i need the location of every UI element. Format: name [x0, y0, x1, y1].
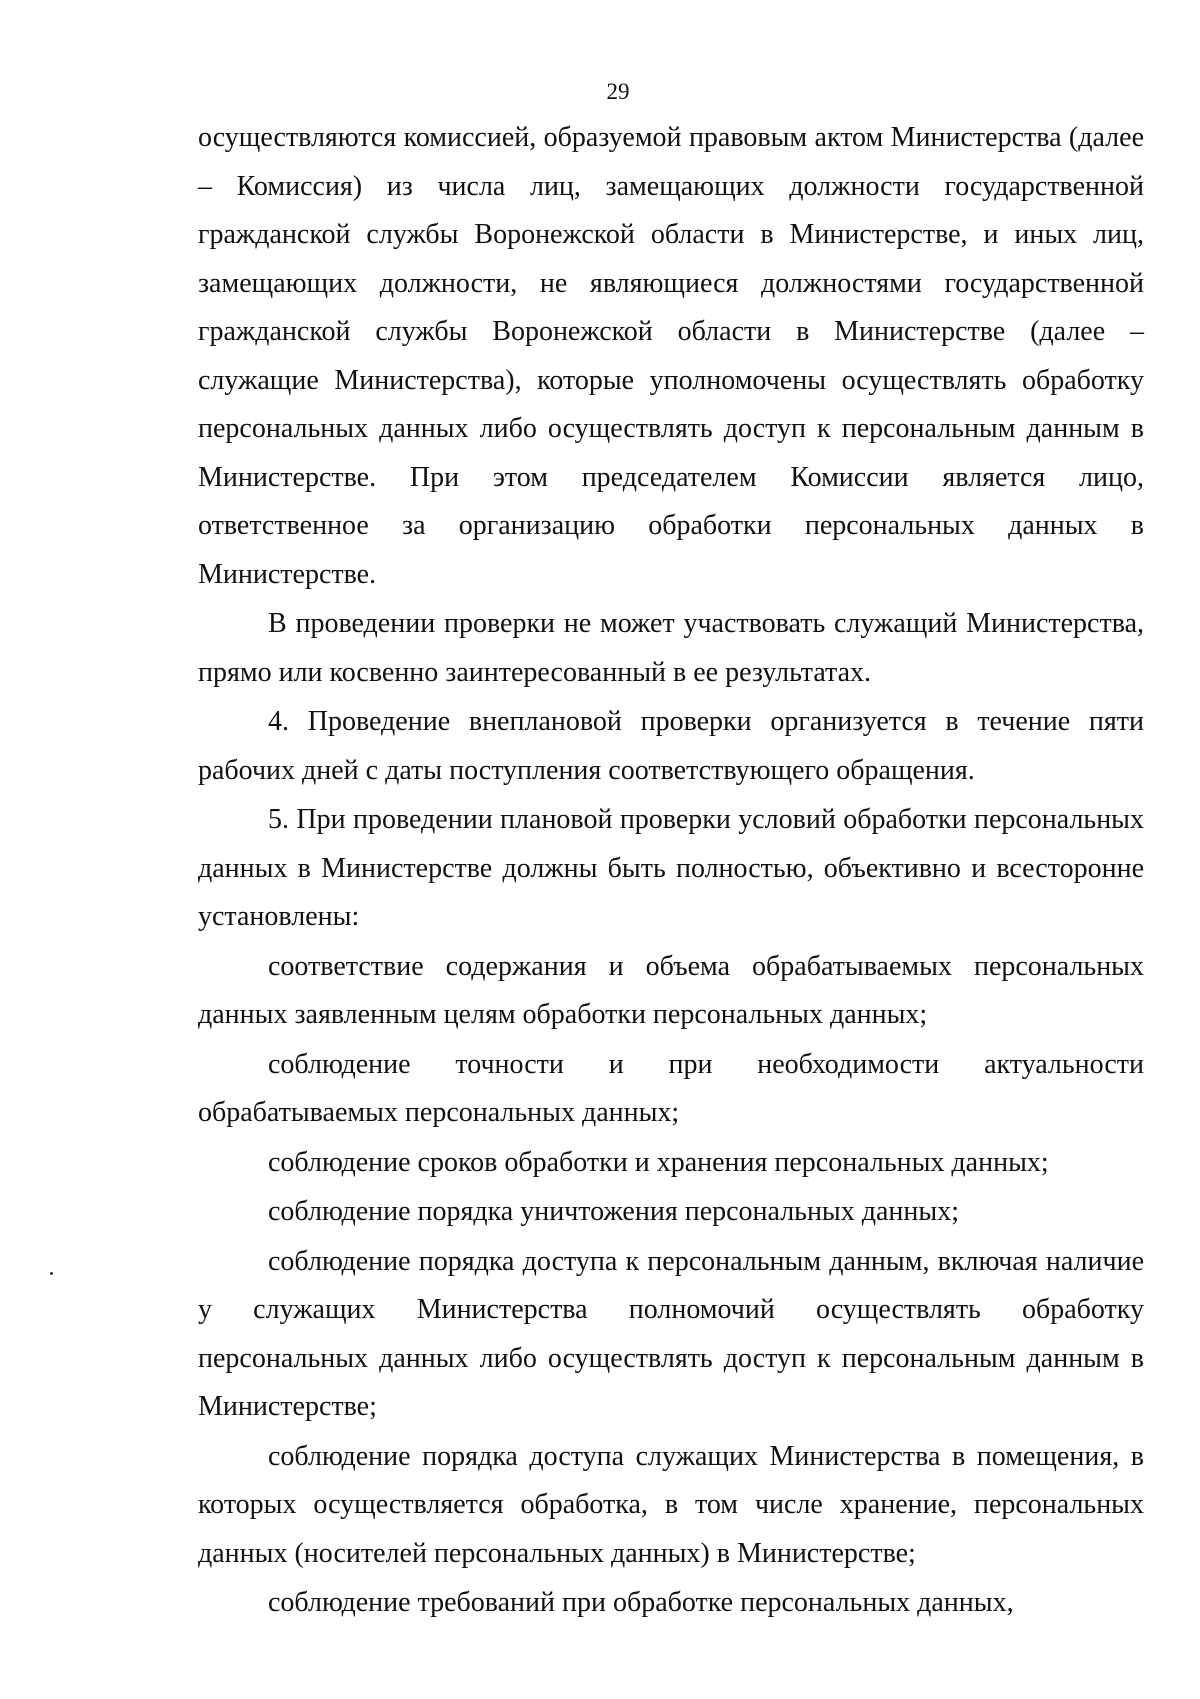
list-item-terms: соблюдение сроков обработки и хранения персональных данных;: [268, 1146, 1049, 1178]
document-body: [198, 114, 1144, 1628]
paragraph-item-4: 4. Проведение внеплановой проверки организуется в течение пяти рабочих дней с даты поступления соответствующего обращения.: [198, 706, 1144, 786]
list-item-processing-requirements: соблюдение требований при обработке персональных данных,: [268, 1587, 1014, 1618]
list-item-content-volume: соответствие содержания и объема обрабатываемых персональных данных заявленным целям обработки персональных данных;: [198, 950, 1144, 1030]
list-item-premises-access: соблюдение порядка доступа служащих Министерства в помещения, в которых осуществляется обработка, в том числе хранение, персональных данных (носителей персональных данных) в Министерстве;: [198, 1440, 1144, 1569]
list-item-access-order: соблюдение порядка доступа к персональным данным, включая наличие у служащих Министерства полномочий осуществлять обработку персональных данных либо осуществлять доступ к персональным данным в Министерстве;: [198, 1245, 1144, 1422]
paragraph-item-5: 5. При проведении плановой проверки условий обработки персональных данных в Министерстве должны быть полностью, объективно и всесторонне установлены:: [198, 804, 1144, 932]
list-item-destruction: соблюдение порядка уничтожения персональных данных;: [268, 1196, 959, 1227]
scan-artifact-dot: [50, 1272, 53, 1275]
paragraph-continuation: осуществляются комиссией, образуемой правовым актом Министерства (далее – Комиссия) из числа лиц, замещающих должности государственной гражданской службы Воронежской области в Министерстве, и иных лиц, замещающих должности, не являющиеся должностями государственной гражданской службы Воронежской области в Министерстве (далее – служащие Министерства), которые уполномочены осуществлять обработку персональных данных либо осуществлять доступ к персональным данным в Министерстве. При этом председателем Комиссии является лицо, ответственное за организацию обработки персональных данных в Министерстве.: [198, 122, 1144, 590]
page-number: 29: [606, 79, 630, 104]
paragraph-inspection-participation: В проведении проверки не может участвовать служащий Министерства, прямо или косвенно заинтересованный в ее результатах.: [198, 608, 1144, 688]
list-item-accuracy: соблюдение точности и при необходимости актуальности обрабатываемых персональных данных;: [198, 1048, 1144, 1128]
